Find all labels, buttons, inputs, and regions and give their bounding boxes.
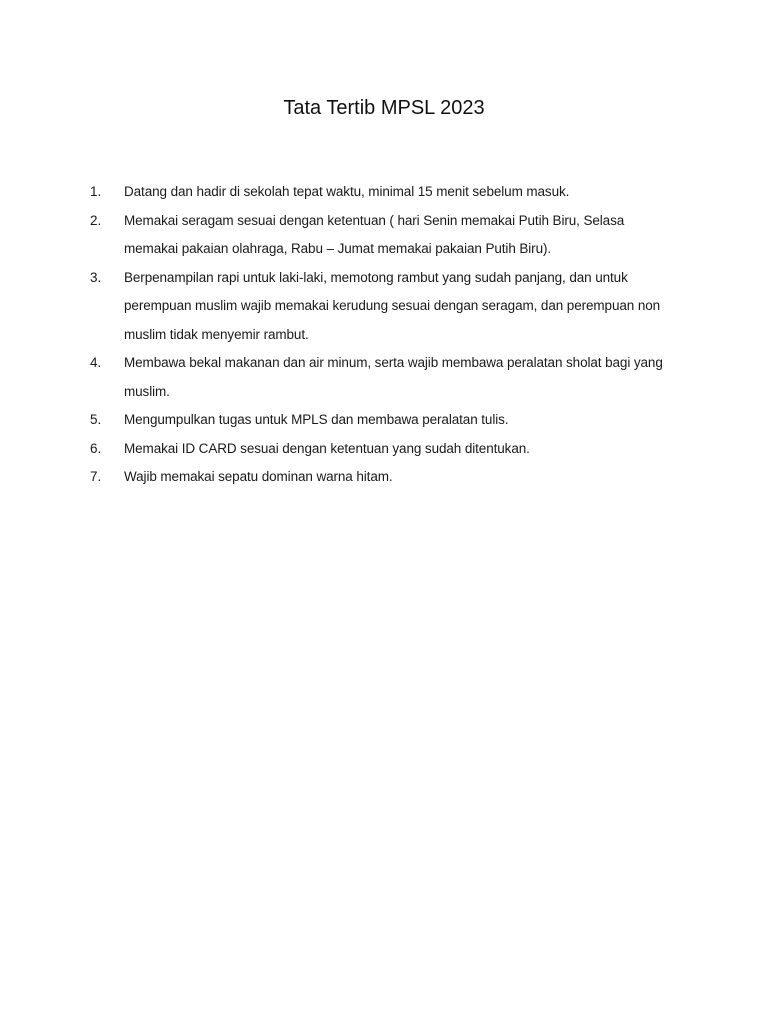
rule-text: Memakai ID CARD sesuai dengan ketentuan yang sudah ditentukan. bbox=[124, 440, 530, 456]
list-item bbox=[90, 435, 670, 464]
list-item bbox=[90, 264, 670, 350]
rule-text: Datang dan hadir di sekolah tepat waktu, minimal 15 menit sebelum masuk. bbox=[124, 184, 570, 199]
rule-number: 2. bbox=[90, 212, 102, 228]
rule-text: Membawa bekal makanan dan air minum, serta wajib membawa peralatan sholat bagi yang muslim. bbox=[124, 355, 663, 399]
rule-number: 4. bbox=[90, 355, 102, 370]
rule-number: 1. bbox=[90, 184, 102, 199]
rule-number: 6. bbox=[90, 440, 102, 456]
rule-number: 7. bbox=[90, 469, 102, 484]
list-item bbox=[90, 406, 670, 435]
rule-text: Mengumpulkan tugas untuk MPLS dan membawa peralatan tulis. bbox=[124, 412, 509, 427]
rule-text: Memakai seragam sesuai dengan ketentuan ( hari Senin memakai Putih Biru, Selasa memakai pakaian olahraga, Rabu – Jumat memakai pakaian Putih Biru). bbox=[124, 212, 625, 256]
list-item bbox=[90, 463, 670, 492]
list-item bbox=[90, 207, 670, 264]
rule-text: Wajib memakai sepatu dominan warna hitam. bbox=[124, 469, 393, 484]
list-item bbox=[90, 349, 670, 406]
rule-number: 3. bbox=[90, 269, 102, 285]
rule-text: Berpenampilan rapi untuk laki-laki, memotong rambut yang sudah panjang, dan untuk perempuan muslim wajib memakai kerudung sesuai dengan seragam, dan perempuan non muslim tidak menyemir rambut. bbox=[124, 269, 661, 342]
list-item bbox=[90, 178, 670, 207]
rule-number: 5. bbox=[90, 412, 102, 427]
rules-list bbox=[90, 178, 670, 492]
document-title: Tata Tertib MPSL 2023 bbox=[283, 97, 485, 119]
